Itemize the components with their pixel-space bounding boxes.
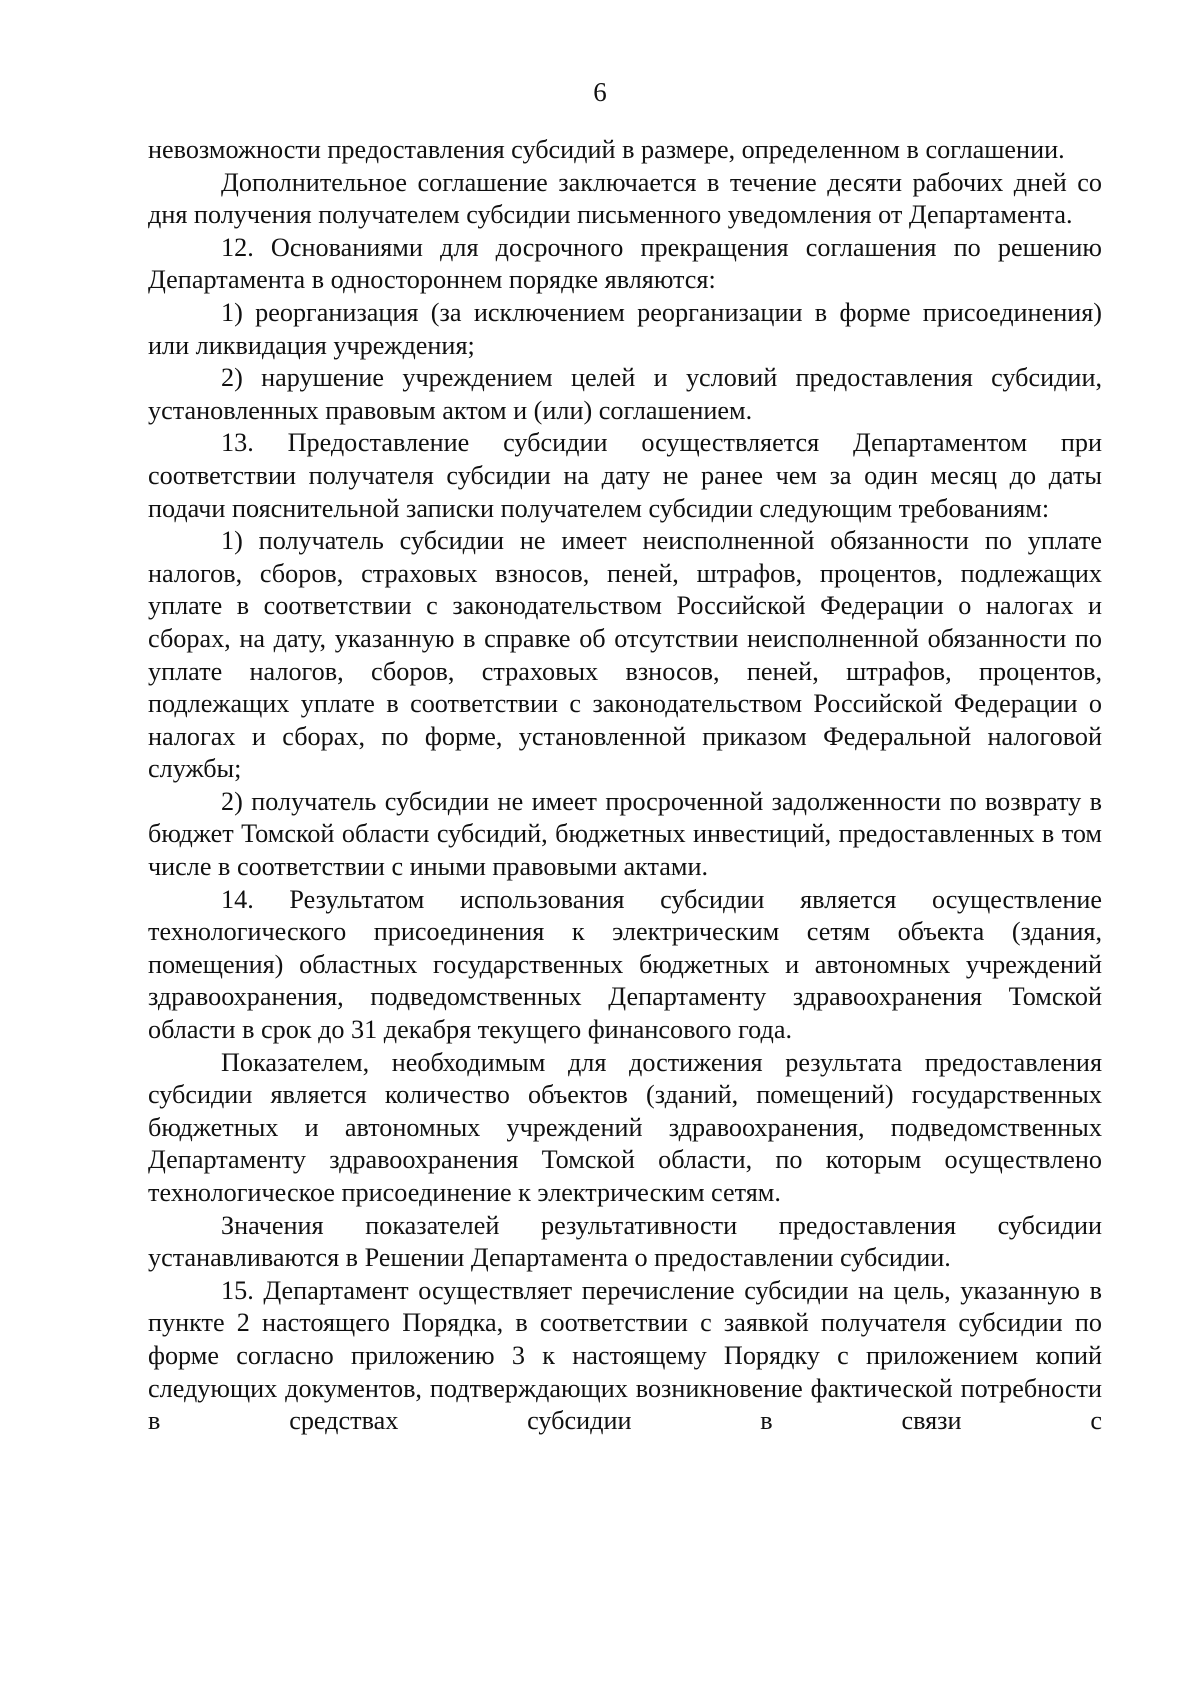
paragraph: 15. Департамент осуществляет перечисление субсидии на цель, указанную в пункте 2 настоящего Порядка, в соответствии с заявкой получателя субсидии по форме согласно приложению 3 к настоящему Порядку с приложением копий следующих документов, подтверждающих возникновение фактической потребности в средствах субсидии в связи с bbox=[148, 1275, 1102, 1436]
paragraph: 2) нарушение учреждением целей и условий предоставления субсидии, установленных правовым актом и (или) соглашением. bbox=[148, 363, 1102, 425]
paragraph: 1) реорганизация (за исключением реорганизации в форме присоединения) или ликвидация учреждения; bbox=[148, 297, 1102, 360]
paragraph: 13. Предоставление субсидии осуществляется Департаментом при соответствии получателя субсидии на дату не ранее чем за один месяц до даты подачи пояснительной записки получателем субсидии следующим требованиям: bbox=[148, 428, 1102, 523]
document-body bbox=[148, 134, 1102, 1438]
paragraph: Дополнительное соглашение заключается в течение десяти рабочих дней со дня получения получателем субсидии письменного уведомления от Департамента. bbox=[148, 167, 1102, 230]
paragraph: Показателем, необходимым для достижения результата предоставления субсидии является количество объектов (зданий, помещений) государственных бюджетных и автономных учреждений здравоохранения, подведомственных Департаменту здравоохранения Томской области, по которым осуществлено технологическое присоединение к электрическим сетям. bbox=[148, 1047, 1102, 1207]
paragraph: Значения показателей результативности предоставления субсидии устанавливаются в Решении Департамента о предоставлении субсидии. bbox=[148, 1210, 1102, 1273]
paragraph: 2) получатель субсидии не имеет просроченной задолженности по возврату в бюджет Томской области субсидий, бюджетных инвестиций, предоставленных в том числе в соответствии с иными правовыми актами. bbox=[148, 786, 1102, 882]
paragraph: 12. Основаниями для досрочного прекращения соглашения по решению Департамента в одностороннем порядке являются: bbox=[148, 232, 1102, 295]
paragraph: 14. Результатом использования субсидии является осуществление технологического присоединения к электрическим сетям объекта (здания, помещения) областных государственных бюджетных и автономных учреждений здравоохранения, подведомственных Департаменту здравоохранения Томской области в срок до 31 декабря текущего финансового года. bbox=[148, 884, 1102, 1045]
paragraph: невозможности предоставления субсидий в размере, определенном в соглашении. bbox=[148, 135, 1065, 164]
paragraph: 1) получатель субсидии не имеет неисполненной обязанности по уплате налогов, сборов, страховых взносов, пеней, штрафов, процентов, подлежащих уплате в соответствии с законодательством Российской Федерации о налогах и сборах, на дату, указанную в справке об отсутствии неисполненной обязанности по уплате налогов, сборов, страховых взносов, пеней, штрафов, процентов, подлежащих уплате в соответствии с законодательством Российской Федерации о налогах и сборах, по форме, установленной приказом Федеральной налоговой службы; bbox=[148, 526, 1102, 784]
page-number: 6 bbox=[593, 77, 607, 107]
